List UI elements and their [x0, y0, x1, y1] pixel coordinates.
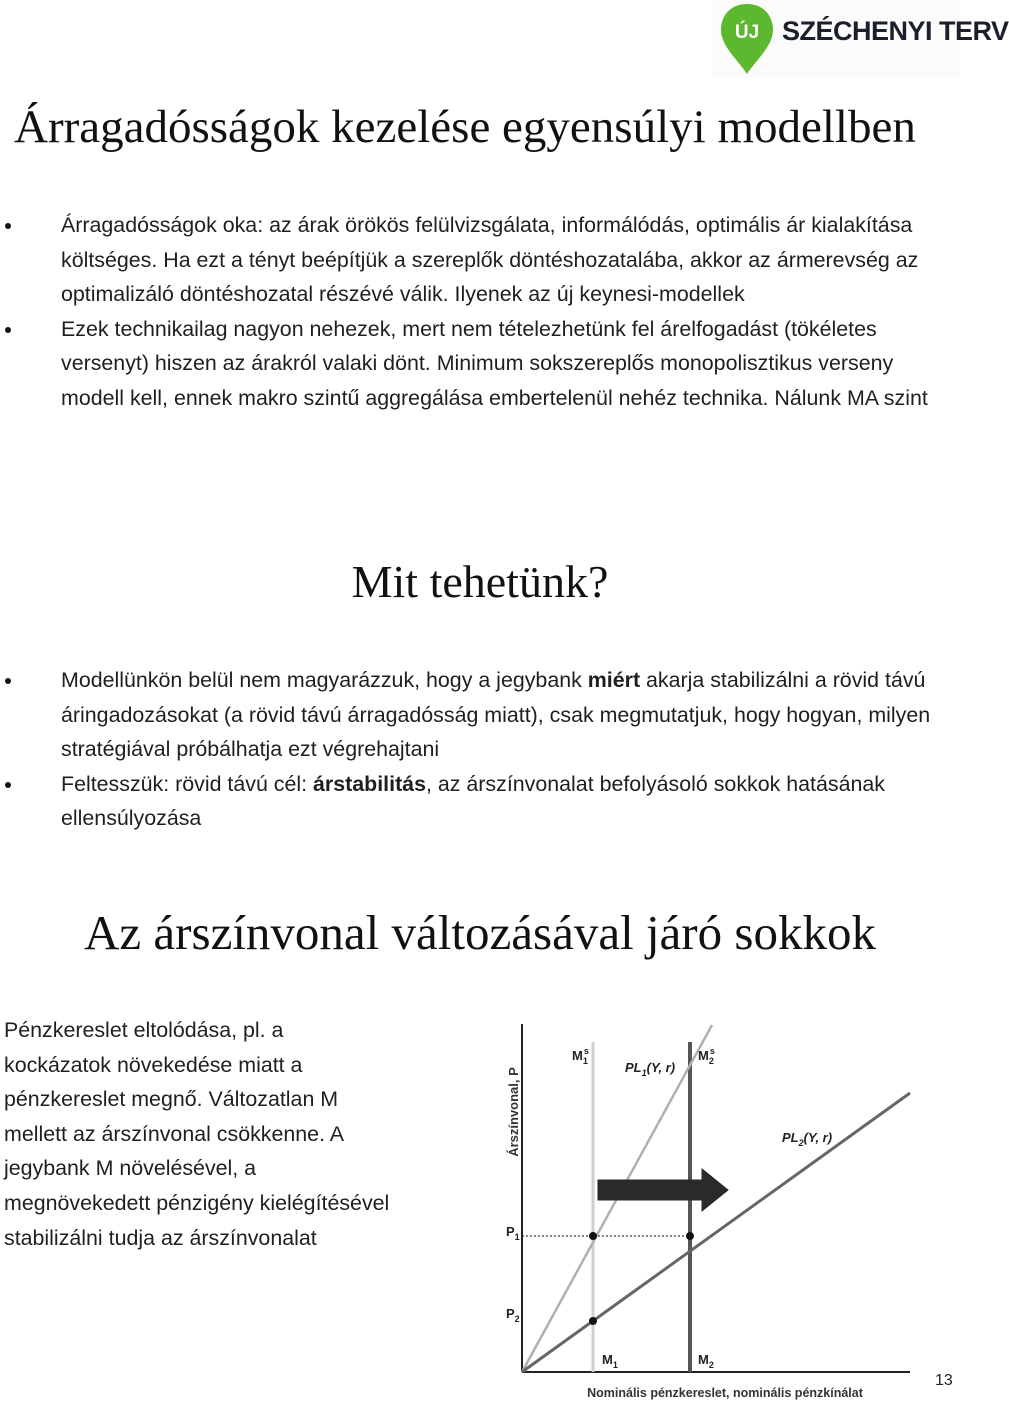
- bullet-text-bold: árstabilitás: [313, 771, 426, 796]
- equilibrium-point-3: [589, 1317, 597, 1325]
- x-axis-label: Nominális pénzkereslet, nominális pénzkínálat: [587, 1386, 863, 1400]
- szechenyi-terv-logo: [712, 0, 1009, 78]
- location-pin-icon: [718, 2, 776, 76]
- logo-pin-text: ÚJ: [734, 22, 760, 43]
- m2-tick-label: [698, 1352, 714, 1370]
- bullet-dot-icon: [5, 678, 11, 684]
- pl2-label-main: PL: [782, 1130, 799, 1145]
- bullet-text-pre: Modellünkön belül nem magyarázzuk, hogy a jegybank: [61, 668, 588, 692]
- section-title-price-stickiness: Árragadósságok kezelése egyensúlyi modellben: [14, 101, 916, 153]
- p1-tick-sub: 1: [514, 1232, 520, 1242]
- m1-tick-label: [602, 1352, 618, 1370]
- list-item: [0, 767, 961, 836]
- m2-tick-main: M: [698, 1352, 709, 1367]
- bullet-list-strategy: [0, 663, 961, 836]
- list-item: [0, 663, 961, 767]
- bullet-text-pre: Feltesszük: rövid távú cél:: [61, 771, 314, 796]
- list-item: [0, 208, 961, 312]
- p1-tick-main: P: [506, 1224, 515, 1239]
- bullet-dot-icon: [5, 782, 11, 788]
- p2-tick-label: [506, 1306, 520, 1324]
- m2-tick-sub: 2: [708, 1360, 714, 1370]
- money-market-chart: [480, 1012, 920, 1407]
- m1-tick-sub: 1: [612, 1360, 618, 1370]
- m1s-label-main: M: [572, 1048, 583, 1063]
- m1s-label-sub: 1: [582, 1056, 588, 1066]
- p2-tick-main: P: [506, 1306, 515, 1321]
- shock-description: Pénzkereslet eltolódása, pl. a kockázatok növekedése miatt a pénzkereslet megnő. Változatlan M mellett az árszínvonal csökkenne. A jegybank M növelésével, a megnövekedett pénzigény kielégítésével stabilizálni tudja az árszínvonalat: [4, 1018, 390, 1250]
- m2s-label-main: M: [698, 1048, 709, 1063]
- bullet-list-stickiness: [0, 208, 961, 416]
- m1s-label: [572, 1046, 589, 1066]
- pl2-label-sub: 2: [798, 1138, 804, 1148]
- bullet-text-bold: miért: [587, 668, 641, 692]
- bullet-text: Árragadósságok oka: az árak örökös felülvizsgálata, informálódás, optimális ár kialakítása költséges. Ha ezt a tényt beépítjük a szereplők döntéshozatalába, akkor az ármerevség az optimalizáló döntéshozatal részévé válik. Ilyenek az új keynesi-modellek: [61, 213, 919, 307]
- list-item: [0, 312, 961, 416]
- pl1-label: [625, 1060, 675, 1078]
- bullet-text: Ezek technikailag nagyon nehezek, mert nem tételezhetünk fel árelfogadást (tökéletes versenyt) hiszen az árakról valaki dönt. Minimum sokszereplős monopolisztikus verseny modell kell, ennek makro szintű aggregálása embertelenül nehéz technika. Nálunk MA szint: [61, 316, 928, 410]
- pl1-label-main: PL: [625, 1060, 642, 1075]
- y-axis-label: Árszínvonal, P: [506, 1067, 521, 1157]
- pl2-label-args: (Y, r): [803, 1130, 833, 1145]
- pl1-label-sub: 1: [641, 1068, 647, 1078]
- pl2-label: [782, 1130, 832, 1148]
- m2s-label-sub: 2: [708, 1056, 714, 1066]
- page-number: 13: [935, 1372, 953, 1389]
- p2-tick-sub: 2: [514, 1314, 520, 1324]
- logo-text: SZÉCHENYI TERV: [782, 16, 1009, 46]
- shift-arrow-icon: [598, 1169, 728, 1211]
- section-title-price-level-shocks: Az árszínvonal változásával járó sokkok: [84, 905, 876, 960]
- bullet-dot-icon: [5, 223, 11, 229]
- bullet-text-post: , az árszínvonalat befolyásoló sokkok hatásának ellensúlyozása: [61, 771, 885, 831]
- p1-tick-label: [506, 1224, 520, 1242]
- bullet-dot-icon: [5, 327, 11, 333]
- pl2-line: [522, 1093, 910, 1372]
- m1s-label-sup: s: [583, 1046, 589, 1056]
- pl1-label-args: (Y, r): [646, 1060, 676, 1075]
- bullet-text-post: akarja stabilizálni a rövid távú áringadozásokat (a rövid távú árragadósság miatt), csak megmutatjuk, hogy hogyan, milyen stratégiával próbálhatja ezt végrehajtani: [61, 668, 931, 762]
- m1-tick-main: M: [602, 1352, 613, 1367]
- m2s-label: [698, 1046, 715, 1066]
- equilibrium-point-1: [589, 1232, 597, 1240]
- m2s-label-sup: s: [709, 1046, 715, 1056]
- section-title-what-can-we-do: Mit tehetünk?: [351, 556, 609, 607]
- equilibrium-point-2: [686, 1232, 694, 1240]
